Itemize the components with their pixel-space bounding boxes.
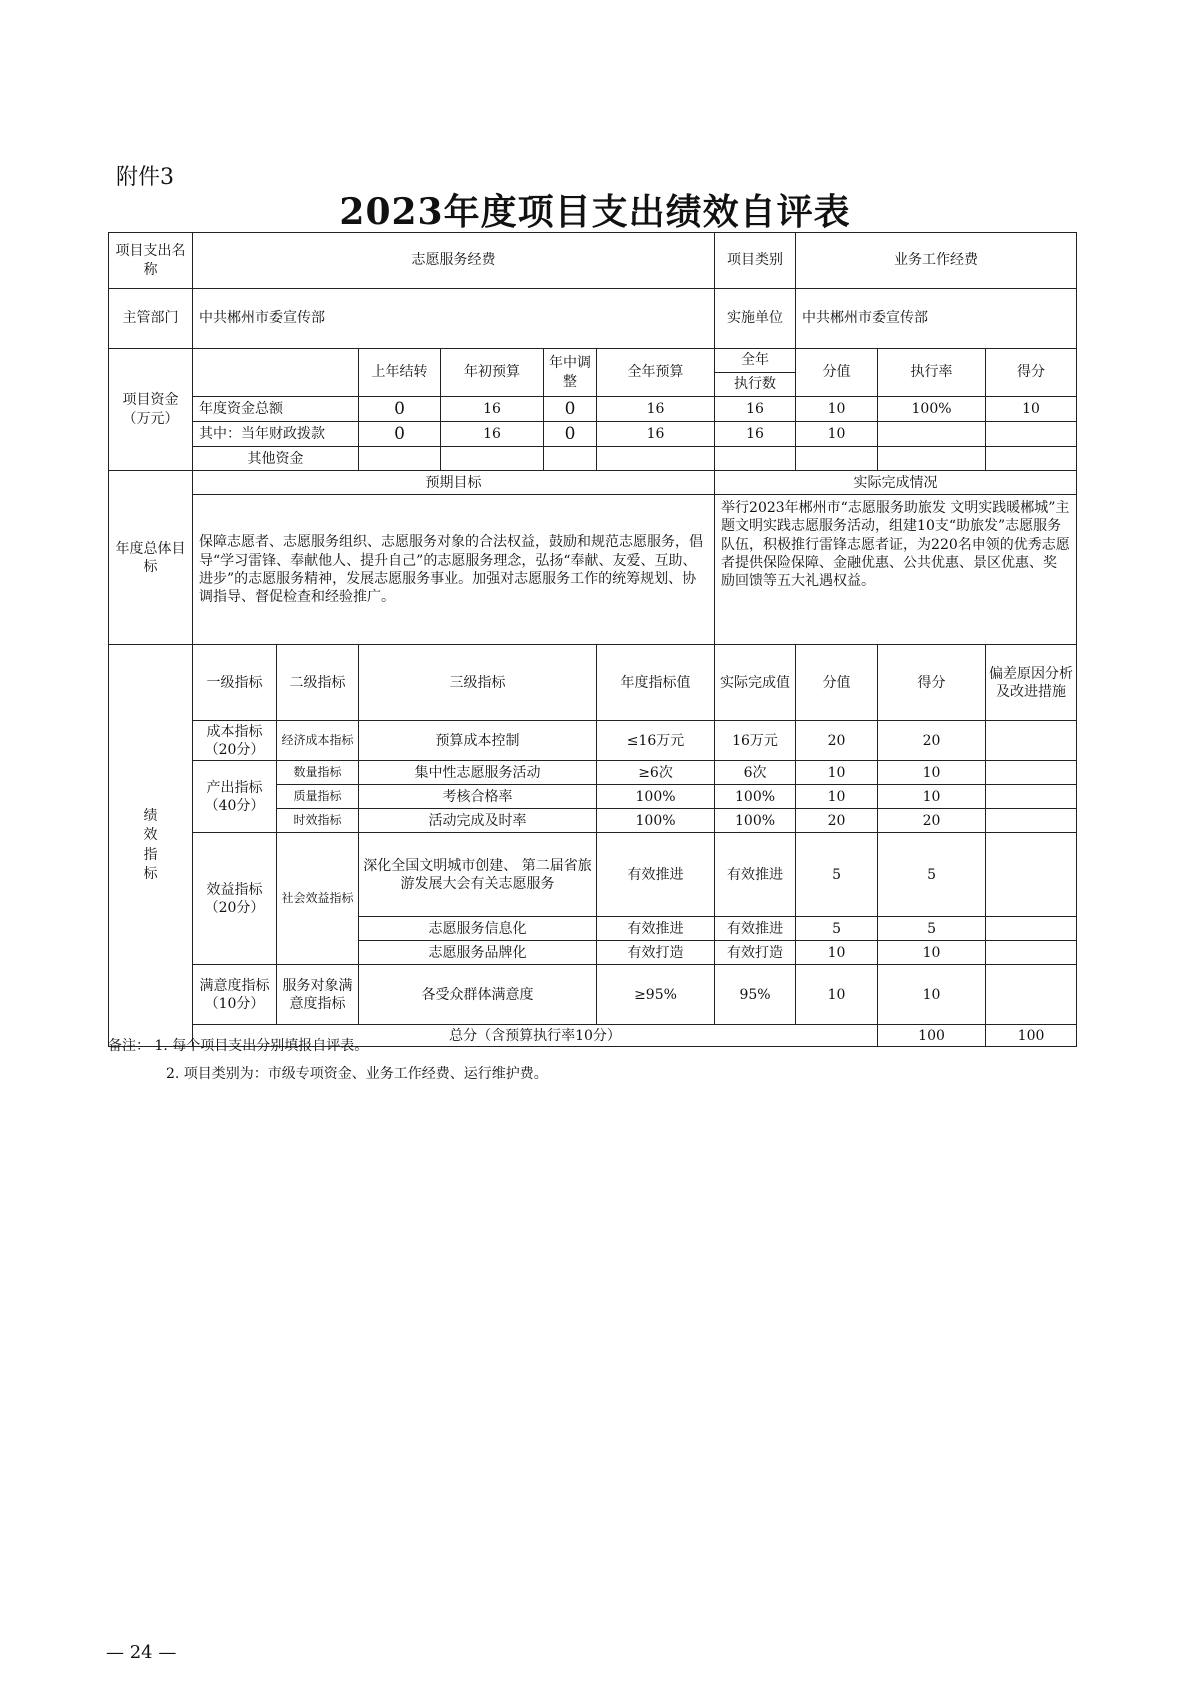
project-type-label: 项目类别 <box>715 233 796 289</box>
cell: 有效推进 <box>715 833 796 917</box>
cell: 深化全国文明城市创建、 第二届省旅游发展大会有关志愿服务 <box>359 833 597 917</box>
cell: 16 <box>715 397 796 422</box>
project-type-value: 业务工作经费 <box>796 233 1077 289</box>
funds-header-rate: 执行率 <box>878 349 986 397</box>
cell <box>986 785 1077 809</box>
cell <box>986 809 1077 833</box>
cell: 20 <box>878 721 986 761</box>
funds-row-name: 年度资金总额 <box>193 397 359 422</box>
cell: 0 <box>544 397 597 422</box>
cell: 10 <box>986 397 1077 422</box>
cell <box>986 917 1077 941</box>
cell: 各受众群体满意度 <box>359 965 597 1025</box>
cell: 5 <box>878 833 986 917</box>
expected-goal-header: 预期目标 <box>193 471 715 495</box>
cell: 10 <box>796 785 878 809</box>
cell: 质量指标 <box>277 785 359 809</box>
actual-result-header: 实际完成情况 <box>715 471 1077 495</box>
cell: 0 <box>359 422 441 447</box>
table-row <box>109 965 1077 1025</box>
cell: ≥95% <box>597 965 715 1025</box>
ind-header-l1: 一级指标 <box>193 645 277 721</box>
cell <box>986 965 1077 1025</box>
cell: 100% <box>878 397 986 422</box>
cell: 100% <box>715 809 796 833</box>
self-evaluation-table <box>108 232 1077 1047</box>
cell <box>986 833 1077 917</box>
funds-row-name: 其他资金 <box>193 447 359 471</box>
cost-l2: 经济成本指标 <box>277 721 359 761</box>
cell: 5 <box>796 917 878 941</box>
cell: 10 <box>796 397 878 422</box>
note-1: 备注： 1. 每个项目支出分别填报自评表。 <box>108 1038 369 1054</box>
benefit-l1: 效益指标（20分） <box>193 833 277 965</box>
indicators-label-text: 绩效指标 <box>143 807 158 883</box>
cell: 10 <box>878 965 986 1025</box>
cell: 志愿服务品牌化 <box>359 941 597 965</box>
note-2: 2. 项目类别为：市级专项资金、业务工作经费、运行维护费。 <box>166 1066 548 1082</box>
cell: 有效推进 <box>597 917 715 941</box>
cell: 有效推进 <box>597 833 715 917</box>
funds-row-name: 其中：当年财政拨款 <box>193 422 359 447</box>
cell: 16 <box>597 397 715 422</box>
table-row <box>109 721 1077 761</box>
goals-label: 年度总体目标 <box>109 471 193 645</box>
cell: 活动完成及时率 <box>359 809 597 833</box>
cell: 有效打造 <box>715 941 796 965</box>
cell <box>986 761 1077 785</box>
ind-header-l3: 三级指标 <box>359 645 597 721</box>
cell: 16 <box>715 422 796 447</box>
cell: 预算成本控制 <box>359 721 597 761</box>
ind-header-score: 得分 <box>878 645 986 721</box>
cell: 10 <box>878 761 986 785</box>
cell: 5 <box>878 917 986 941</box>
dept-label: 主管部门 <box>109 289 193 349</box>
cell: 有效推进 <box>715 917 796 941</box>
expected-goal-text: 保障志愿者、志愿服务组织、志愿服务对象的合法权益，鼓励和规范志愿服务，倡导“学习雷锋、奉献他人、提升自己”的志愿服务理念，弘扬“奉献、友爱、互助、进步”的志愿服务精神，发展志愿服务事业。加强对志愿服务工作的统筹规划、协调指导、督促检查和经验推广。 <box>193 495 715 645</box>
page-title: 2023年度项目支出绩效自评表 <box>339 191 851 233</box>
cell: 16 <box>597 422 715 447</box>
cell: 10 <box>796 761 878 785</box>
total-label: 总分（含预算执行率10分） <box>193 1025 878 1047</box>
impl-unit-value: 中共郴州市委宣传部 <box>796 289 1077 349</box>
cell: 10 <box>796 941 878 965</box>
table-row <box>109 397 1077 422</box>
cell: 100% <box>597 785 715 809</box>
attachment-label: 附件3 <box>116 165 174 190</box>
table-row <box>109 447 1077 471</box>
funds-header-adjust: 年中调整 <box>544 349 597 397</box>
cell <box>878 447 986 471</box>
cell: 考核合格率 <box>359 785 597 809</box>
ind-header-target: 年度指标值 <box>597 645 715 721</box>
cell: 0 <box>544 422 597 447</box>
dept-value: 中共郴州市委宣传部 <box>193 289 715 349</box>
cell: 6次 <box>715 761 796 785</box>
cell: 10 <box>878 785 986 809</box>
total-score: 100 <box>986 1025 1077 1047</box>
ind-header-l2: 二级指标 <box>277 645 359 721</box>
total-value: 100 <box>878 1025 986 1047</box>
actual-result-text: 举行2023年郴州市“志愿服务助旅发 文明实践暖郴城”主题文明实践志愿服务活动，组建10支“助旅发”志愿服务队伍，积极推行雷锋志愿者证，为220名申领的优秀志愿者提供保险保障、金融优惠、公共优惠、景区优惠、奖励回馈等五大礼遇权益。 <box>715 495 1077 645</box>
table-row <box>109 761 1077 785</box>
funds-header-score-value: 分值 <box>796 349 878 397</box>
ind-header-value: 分值 <box>796 645 878 721</box>
cost-l1: 成本指标（20分） <box>193 721 277 761</box>
cell <box>986 447 1077 471</box>
funds-header-initial: 年初预算 <box>441 349 544 397</box>
cell: 10 <box>796 965 878 1025</box>
cell: 10 <box>878 941 986 965</box>
indicators-label <box>109 645 193 1047</box>
cell <box>986 721 1077 761</box>
funds-header-carry: 上年结转 <box>359 349 441 397</box>
cell: 100% <box>715 785 796 809</box>
funds-label: 项目资金（万元） <box>109 349 193 471</box>
ind-header-deviation: 偏差原因分析及改进措施 <box>986 645 1077 721</box>
cell <box>544 447 597 471</box>
cell <box>796 447 878 471</box>
notes <box>108 1032 548 1088</box>
funds-header-executed: 执行数 <box>715 373 796 397</box>
project-name-value: 志愿服务经费 <box>193 233 715 289</box>
cell <box>359 447 441 471</box>
satisfaction-l2: 服务对象满意度指标 <box>277 965 359 1025</box>
cell: 95% <box>715 965 796 1025</box>
cell <box>715 447 796 471</box>
cell <box>441 447 544 471</box>
cell: 志愿服务信息化 <box>359 917 597 941</box>
funds-header-score: 得分 <box>986 349 1077 397</box>
funds-header-annual: 全年预算 <box>597 349 715 397</box>
cell: ≥6次 <box>597 761 715 785</box>
cell: 20 <box>796 721 878 761</box>
cell: 数量指标 <box>277 761 359 785</box>
cell: 16 <box>441 422 544 447</box>
cell: ≤16万元 <box>597 721 715 761</box>
project-name-label: 项目支出名称 <box>109 233 193 289</box>
cell: 0 <box>359 397 441 422</box>
page-number: — 24 — <box>106 1642 177 1663</box>
output-l1: 产出指标（40分） <box>193 761 277 833</box>
cell: 20 <box>796 809 878 833</box>
benefit-l2: 社会效益指标 <box>277 833 359 965</box>
impl-unit-label: 实施单位 <box>715 289 796 349</box>
cell <box>986 941 1077 965</box>
cell <box>986 422 1077 447</box>
cell: 10 <box>796 422 878 447</box>
satisfaction-l1: 满意度指标（10分） <box>193 965 277 1025</box>
cell: 有效打造 <box>597 941 715 965</box>
cell: 时效指标 <box>277 809 359 833</box>
cell: 20 <box>878 809 986 833</box>
funds-header-full-year: 全年 <box>715 349 796 373</box>
cell: 100% <box>597 809 715 833</box>
cell <box>878 422 986 447</box>
table-row <box>109 422 1077 447</box>
cell: 集中性志愿服务活动 <box>359 761 597 785</box>
cell: 5 <box>796 833 878 917</box>
ind-header-actual: 实际完成值 <box>715 645 796 721</box>
table-row <box>109 833 1077 917</box>
cell: 16万元 <box>715 721 796 761</box>
cell: 16 <box>441 397 544 422</box>
cell <box>597 447 715 471</box>
